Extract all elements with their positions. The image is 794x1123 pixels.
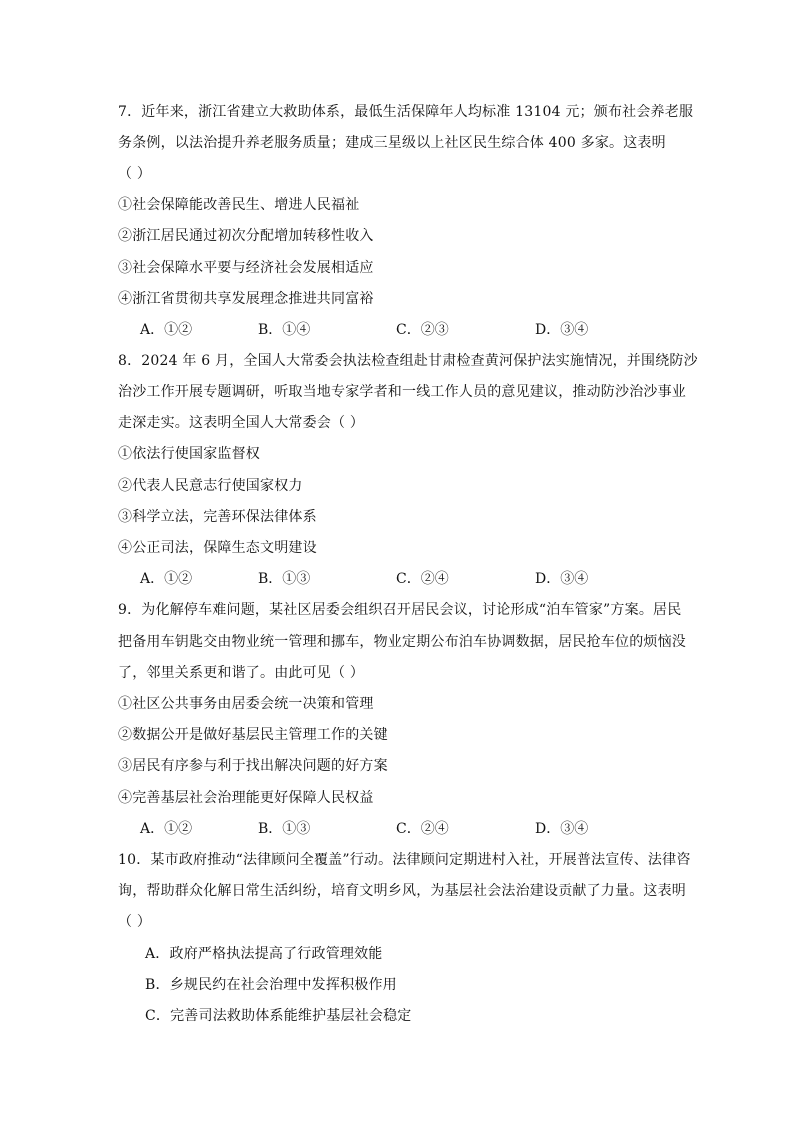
question-10-stem-line-1: 10．某市政府推动“法律顾问全覆盖”行动。法律顾问定期进村入社，开展普法宣传、法律咨 (118, 852, 691, 868)
question-7-option-c: C．②③ (396, 322, 449, 338)
question-9-statement-2: ②数据公开是做好基层民主管理工作的关键 (118, 727, 388, 743)
question-8-statement-2: ②代表人民意志行使国家权力 (118, 478, 303, 494)
question-7-statement-3: ③社会保障水平要与经济社会发展相适应 (118, 260, 374, 276)
question-8-option-c: C．②④ (396, 571, 449, 587)
question-8-stem-line-3: 走深走实。这表明全国人大常委会（ ） (118, 415, 365, 431)
question-9-statement-3: ③居民有序参与利于找出解决问题的好方案 (118, 758, 388, 774)
question-9-option-b: B．①③ (258, 821, 311, 837)
question-7-stem-line-2: 务条例，以法治提升养老服务质量；建成三星级以上社区民生综合体 400 多家。这表明 (118, 135, 666, 151)
question-10-option-c: C．完善司法救助体系能维护基层社会稳定 (145, 1008, 412, 1024)
question-8-option-a: A．①② (140, 571, 193, 587)
question-7-option-d: D．③④ (535, 322, 589, 338)
question-8-statement-1: ①依法行使国家监督权 (118, 446, 260, 462)
question-7-stem-line-1: 7．近年来，浙江省建立大救助体系，最低生活保障年人均标准 13104 元；颁布社会养老服 (118, 104, 694, 120)
question-8-stem-line-2: 治沙工作开展专题调研，听取当地专家学者和一线工作人员的意见建议，推动防沙治沙事业 (118, 384, 686, 400)
question-9-stem-line-2: 把备用车钥匙交由物业统一管理和挪车，物业定期公布泊车协调数据，居民抢车位的烦恼没 (118, 634, 686, 650)
question-10-stem-line-2: 询，帮助群众化解日常生活纠纷，培育文明乡风，为基层社会法治建设贡献了力量。这表明 (118, 883, 686, 899)
question-7-statement-1: ①社会保障能改善民生、增进人民福祉 (118, 197, 360, 213)
question-8-option-b: B．①③ (258, 571, 311, 587)
question-7-stem-line-3: （ ） (118, 166, 152, 182)
question-9-option-d: D．③④ (535, 821, 589, 837)
question-9-stem-line-3: 了，邻里关系更和谐了。由此可见（ ） (118, 665, 365, 681)
question-9-option-a: A．①② (140, 821, 193, 837)
question-9-statement-4: ④完善基层社会治理能更好保障人民权益 (118, 790, 374, 806)
question-8-statement-3: ③科学立法，完善环保法律体系 (118, 509, 317, 525)
question-7-statement-4: ④浙江省贯彻共享发展理念推进共同富裕 (118, 291, 374, 307)
question-10-option-b: B．乡规民约在社会治理中发挥积极作用 (145, 977, 397, 993)
question-7-statement-2: ②浙江居民通过初次分配增加转移性收入 (118, 228, 374, 244)
question-10-option-a: A．政府严格执法提高了行政管理效能 (145, 946, 383, 962)
question-10-stem-line-3: （ ） (118, 914, 152, 930)
question-9-statement-1: ①社区公共事务由居委会统一决策和管理 (118, 696, 374, 712)
question-9-option-c: C．②④ (396, 821, 449, 837)
question-8-option-d: D．③④ (535, 571, 589, 587)
question-8-statement-4: ④公正司法，保障生态文明建设 (118, 540, 317, 556)
question-7-option-b: B．①④ (258, 322, 311, 338)
question-8-stem-line-1: 8．2024 年 6 月，全国人大常委会执法检查组赴甘肃检查黄河保护法实施情况，并围绕防沙 (118, 353, 698, 369)
question-9-stem-line-1: 9．为化解停车难问题，某社区居委会组织召开居民会议，讨论形成“泊车管家”方案。居民 (118, 602, 682, 618)
question-7-option-a: A．①② (140, 322, 193, 338)
